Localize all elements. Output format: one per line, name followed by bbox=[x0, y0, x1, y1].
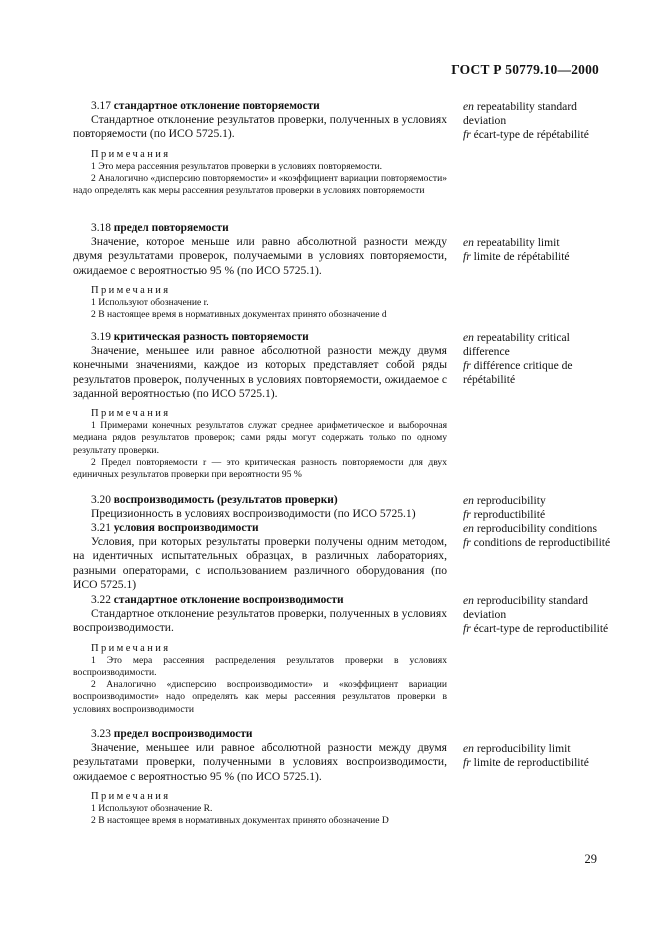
lang-tag-en: en bbox=[463, 522, 474, 535]
term-title bbox=[73, 494, 447, 507]
lang-tag-fr: fr bbox=[463, 128, 471, 141]
lang-tag-fr: fr bbox=[463, 250, 471, 263]
french-term: limite de répétabilité bbox=[473, 250, 570, 263]
term-translations bbox=[463, 522, 613, 550]
lang-tag-en: en bbox=[463, 331, 474, 344]
term-title bbox=[73, 594, 447, 607]
note: 1 Это мера рассеяния результатов проверки в условиях повторяемости. bbox=[91, 160, 382, 172]
french-term: écart-type de reproductibilité bbox=[473, 622, 609, 635]
note: 1 Используют обозначение r. bbox=[91, 296, 209, 308]
english-term: reproducibility standard deviation bbox=[463, 594, 588, 621]
term-body bbox=[73, 522, 447, 592]
english-term: repeatability critical difference bbox=[463, 331, 570, 358]
lang-tag-fr: fr bbox=[463, 622, 471, 635]
notes-heading: Примечания bbox=[91, 284, 171, 296]
french-term: écart-type de répétabilité bbox=[473, 128, 589, 141]
term-title bbox=[73, 100, 447, 113]
term-name: критическая разность повторяемости bbox=[113, 331, 309, 343]
english-term: reproducibility conditions bbox=[476, 522, 597, 535]
notes-heading: Примечания bbox=[91, 408, 171, 420]
lang-tag-fr: fr bbox=[463, 359, 471, 372]
note: 2 Аналогично «дисперсию воспроизводимости» и «коэффициент вариации воспроизводимости» надо определять как меры рассеяния результатов проверки в условиях воспроизводимости bbox=[73, 679, 447, 715]
lang-tag-en: en bbox=[463, 494, 474, 507]
note: 2 Аналогично «дисперсию повторяемости» и «коэффициент вариации повторяемости» надо определять как меры рассеяния результатов проверки в условиях повторяемости bbox=[73, 172, 447, 197]
english-term: reproducibility limit bbox=[476, 742, 571, 755]
page-number: 29 bbox=[584, 852, 597, 866]
lang-tag-fr: fr bbox=[463, 508, 471, 521]
term-number: 3.18 bbox=[91, 222, 111, 234]
term-name: предел воспроизводимости bbox=[113, 728, 253, 740]
note: 1 Примерами конечных результатов служат среднее арифметическое и выборочная медиана рядов результатов проверок; сами ряды могут содержать только по одному результату проверки. bbox=[73, 420, 447, 456]
term-definition: Прецизионность в условиях воспроизводимости (по ИСО 5725.1) bbox=[91, 507, 416, 520]
note: 2 В настоящее время в нормативных документах принято обозначение D bbox=[91, 815, 389, 827]
term-number: 3.21 bbox=[91, 522, 111, 534]
lang-tag-en: en bbox=[463, 236, 474, 249]
term-title bbox=[73, 222, 447, 235]
term-body bbox=[73, 494, 447, 521]
term-title bbox=[73, 728, 447, 741]
term-body bbox=[73, 100, 447, 197]
term-definition: Условия, при которых результаты проверки получены одним методом, на идентичных испытательных образцах, в различных лабораториях, разными операторами, с использованием различного оборудования (по ИСО 5725.1) bbox=[73, 535, 447, 591]
english-term: repeatability standard deviation bbox=[463, 100, 577, 127]
notes-heading: Примечания bbox=[91, 148, 171, 160]
term-definition: Значение, которое меньше или равно абсолютной разности между двумя результатами проверок, получаемыми в условиях повторяемости, ожидаемое с вероятностью 95 % (по ИСО 5725.1). bbox=[73, 235, 447, 277]
term-title bbox=[73, 331, 447, 344]
french-term: conditions de reproductibilité bbox=[473, 536, 611, 549]
term-translations bbox=[463, 742, 613, 770]
term-definition: Стандартное отклонение результатов проверки, полученных в условиях воспроизводимости. bbox=[73, 607, 447, 635]
term-name: стандартное отклонение воспроизводимости bbox=[113, 594, 344, 606]
term-body bbox=[73, 331, 447, 482]
term-name: предел повторяемости bbox=[113, 222, 229, 234]
lang-tag-en: en bbox=[463, 594, 474, 607]
term-name: условия воспроизводимости bbox=[113, 522, 259, 534]
french-term: différence critique de répétabilité bbox=[463, 359, 573, 386]
term-number: 3.22 bbox=[91, 594, 111, 606]
document-code-header: ГОСТ Р 50779.10—2000 bbox=[451, 62, 599, 77]
term-number: 3.20 bbox=[91, 494, 111, 506]
lang-tag-fr: fr bbox=[463, 756, 471, 769]
term-number: 3.23 bbox=[91, 728, 111, 740]
notes-heading: Примечания bbox=[91, 642, 171, 654]
term-body bbox=[73, 728, 447, 827]
term-translations bbox=[463, 594, 613, 636]
term-translations bbox=[463, 236, 613, 264]
note: 2 В настоящее время в нормативных документах принято обозначение d bbox=[91, 309, 387, 321]
term-body bbox=[73, 222, 447, 321]
french-term: reproductibilité bbox=[473, 508, 546, 521]
note: 1 Это мера рассеяния распределения результатов проверки в условиях воспроизводимости. bbox=[73, 654, 447, 678]
french-term: limite de reproductibilité bbox=[473, 756, 589, 769]
lang-tag-en: en bbox=[463, 100, 474, 113]
term-definition: Значение, меньшее или равное абсолютной разности между двумя результатами проверки, полученными в условиях воспроизводимости, ожидаемое с вероятностью 95 % (по ИСО 5725.1). bbox=[73, 741, 447, 783]
notes-heading: Примечания bbox=[91, 790, 171, 802]
term-name: воспроизводимость (результатов проверки) bbox=[113, 494, 338, 506]
lang-tag-fr: fr bbox=[463, 536, 471, 549]
term-number: 3.17 bbox=[91, 100, 111, 112]
term-definition: Стандартное отклонение результатов проверки, полученных в условиях повторяемости (по ИСО 5725.1). bbox=[73, 113, 447, 141]
term-body bbox=[73, 594, 447, 716]
lang-tag-en: en bbox=[463, 742, 474, 755]
english-term: reproducibility bbox=[476, 494, 546, 507]
term-translations bbox=[463, 331, 613, 387]
note: 1 Используют обозначение R. bbox=[91, 802, 213, 814]
term-title bbox=[73, 522, 447, 535]
term-translations bbox=[463, 100, 613, 142]
term-translations bbox=[463, 494, 613, 522]
term-definition: Значение, меньшее или равное абсолютной разности между двумя конечными значениями, каждое из которых представляет собой ряды результатов проверок, полученных в условиях повторяемости, ожидаемое с заданной вероятностью (по ИСО 5725.1). bbox=[73, 344, 447, 400]
note: 2 Предел повторяемости r — это критическая разность повторяемости для двух единичных результатов проверки при вероятности 95 % bbox=[73, 457, 447, 481]
term-name: стандартное отклонение повторяемости bbox=[113, 100, 320, 112]
term-number: 3.19 bbox=[91, 331, 111, 343]
english-term: repeatability limit bbox=[476, 236, 560, 249]
